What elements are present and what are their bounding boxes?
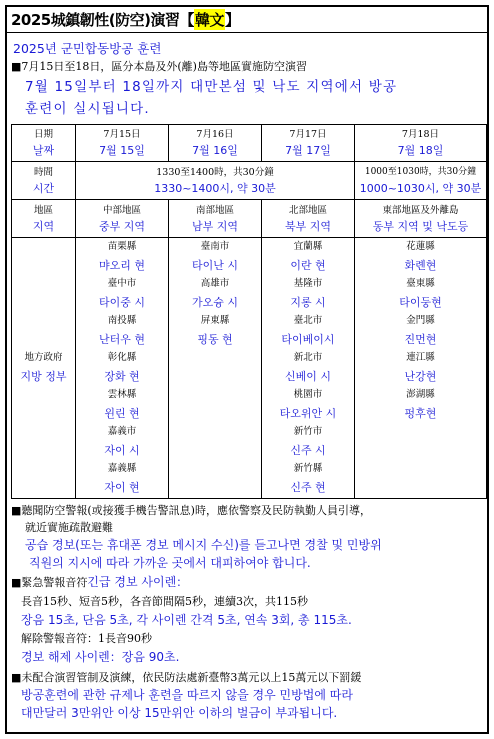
local-government-row xyxy=(12,238,487,499)
region-row xyxy=(12,200,487,238)
county-ko: 신베이 시 xyxy=(284,370,331,383)
gov-label-cell xyxy=(12,238,76,499)
time-label-zh: 時間 xyxy=(33,167,53,178)
county-zh: 臺北市 xyxy=(293,315,323,326)
county-ko: 타이베이시 xyxy=(281,333,335,346)
county-ko: 신주 현 xyxy=(290,481,326,494)
county-ko: 핑동 현 xyxy=(197,333,233,346)
county-zh: 高雄市 xyxy=(200,278,230,289)
schedule-table xyxy=(11,124,487,499)
county-ko: 타이둥현 xyxy=(399,296,442,309)
date-row xyxy=(12,125,487,162)
penalty-ko-line1: 방공훈련에 관한 규제나 훈련을 따르지 않을 경우 민방법에 따라 xyxy=(21,688,353,702)
intro-chinese: ■7月15日至18日，區分本島及外(離)島等地區實施防空演習 xyxy=(11,60,307,73)
region-label-ko: 지역 xyxy=(32,220,55,233)
region-zh: 北部地區 xyxy=(288,205,327,216)
date-zh: 7月15日 xyxy=(103,129,141,140)
county-ko: 타이난 시 xyxy=(191,259,238,272)
date-cell xyxy=(262,125,355,162)
region-cell xyxy=(76,200,169,238)
region-cell xyxy=(355,200,487,238)
date-ko: 7월 15일 xyxy=(99,144,145,157)
siren-title-zh: ■緊急警報音符 xyxy=(11,576,88,589)
intro-korean-line2: 훈련이 실시됩니다. xyxy=(25,101,150,117)
gov-column-south xyxy=(169,238,262,499)
county-ko: 먀오리 현 xyxy=(98,259,145,272)
time-row xyxy=(12,162,487,200)
date-cell xyxy=(169,125,262,162)
county-zh: 臺東縣 xyxy=(406,278,435,289)
gov-column-east-islands xyxy=(355,238,487,499)
date-zh: 7月17日 xyxy=(289,129,327,140)
county-zh: 桃園市 xyxy=(293,389,323,400)
date-label-zh: 日期 xyxy=(33,129,53,140)
county-zh: 嘉義縣 xyxy=(107,463,137,474)
region-ko: 중부 지역 xyxy=(98,220,145,233)
release-ko: 경보 해제 사이렌：장음 90초. xyxy=(21,650,180,664)
alarm-zh-line1: ■聽聞防空警報(或接獲手機告警訊息)時，應依警察及民防執勤人員引導， xyxy=(11,504,371,517)
date-cell xyxy=(76,125,169,162)
county-ko: 윈린 현 xyxy=(104,407,140,420)
penalty-ko-line2: 대만달러 3만위안 이상 15만위안 이하의 벌금이 부과됩니다. xyxy=(21,706,338,720)
time-last-zh: 1000至1030時，共30分鐘 xyxy=(364,167,477,177)
release-zh: 解除警報音符：1長音90秒 xyxy=(21,632,152,645)
alarm-ko-line1: 공습 경보(또는 휴대폰 경보 메시지 수신)를 듣고나면 경찰 및 민방위 xyxy=(25,538,382,552)
subtitle-korean: 2025년 군민합동방공 훈련 xyxy=(13,41,162,56)
gov-label-ko: 지방 정부 xyxy=(20,369,67,383)
time-label-ko: 시간 xyxy=(32,182,55,195)
gov-label-zh: 地方政府 xyxy=(24,351,63,363)
intro-korean-line1: 7월 15일부터 18일까지 대만본섬 및 낙도 지역에서 방공 xyxy=(25,79,398,95)
alarm-ko-line2: 직원의 지시에 따라 가까운 곳에서 대피하여야 합니다. xyxy=(29,556,311,570)
gov-column-north xyxy=(262,238,355,499)
county-ko: 진먼현 xyxy=(404,333,437,346)
county-ko: 타이중 시 xyxy=(98,296,145,309)
region-label-zh: 地區 xyxy=(33,205,53,216)
time-main-cell xyxy=(76,162,355,200)
county-zh: 臺中市 xyxy=(107,278,137,289)
county-ko: 신주 시 xyxy=(290,444,326,457)
title-suffix: 】 xyxy=(224,11,240,29)
time-last-ko: 1000~1030시, 약 30분 xyxy=(359,182,482,195)
siren-zh-detail: 長音15秒、短音5秒，各音節間隔5秒，連續3次，共115秒 xyxy=(21,595,308,608)
date-zh: 7月18日 xyxy=(401,129,440,140)
region-ko: 남부 지역 xyxy=(191,220,238,233)
siren-title-ko: 긴급 경보 사이렌： xyxy=(87,575,189,589)
county-zh: 基隆市 xyxy=(293,278,323,289)
title-prefix: 2025城鎮韌性(防空)演習【 xyxy=(11,11,194,29)
county-ko: 자이 현 xyxy=(104,481,140,494)
county-zh: 新北市 xyxy=(293,352,323,363)
date-zh: 7月16日 xyxy=(196,129,234,140)
date-ko: 7월 18일 xyxy=(397,144,444,157)
time-last-cell xyxy=(355,162,487,200)
county-ko: 지롱 시 xyxy=(290,296,326,309)
county-zh: 新竹市 xyxy=(293,426,323,437)
penalty-section xyxy=(7,666,487,722)
county-zh: 臺南市 xyxy=(200,241,230,252)
county-zh: 苗栗縣 xyxy=(107,241,137,252)
gov-column-central xyxy=(76,238,169,499)
time-label-cell xyxy=(12,162,76,200)
siren-title xyxy=(7,574,487,591)
date-cell xyxy=(355,125,487,162)
region-cell xyxy=(262,200,355,238)
county-ko: 타오위안 시 xyxy=(279,407,337,420)
title-language-highlight: 韓文 xyxy=(194,11,224,29)
date-label-ko: 날짜 xyxy=(32,144,55,157)
county-zh: 花蓮縣 xyxy=(406,241,435,252)
region-ko: 동부 지역 및 낙도등 xyxy=(372,220,469,233)
county-ko: 자이 시 xyxy=(104,444,140,457)
date-label-cell xyxy=(12,125,76,162)
alarm-section xyxy=(7,499,487,572)
county-zh: 南投縣 xyxy=(107,315,137,326)
county-ko: 난강현 xyxy=(404,370,437,383)
date-ko: 7월 17일 xyxy=(285,144,331,157)
county-zh: 雲林縣 xyxy=(107,389,137,400)
county-zh: 屏東縣 xyxy=(200,315,230,326)
notice-frame xyxy=(5,5,489,734)
county-ko: 펑후현 xyxy=(404,407,437,420)
time-main-ko: 1330~1400시, 약 30분 xyxy=(154,182,276,195)
county-zh: 宜蘭縣 xyxy=(293,241,323,252)
time-main-zh: 1330至1400時，共30分鐘 xyxy=(156,167,274,178)
county-ko: 이란 현 xyxy=(290,259,326,272)
county-ko: 가오슝 시 xyxy=(191,296,238,309)
county-zh: 嘉義市 xyxy=(107,426,137,437)
region-label-cell xyxy=(12,200,76,238)
region-zh: 中部地區 xyxy=(102,205,141,216)
county-ko: 화롄현 xyxy=(404,259,437,272)
county-zh: 彰化縣 xyxy=(107,352,137,363)
county-ko: 난터우 현 xyxy=(98,333,145,346)
county-ko: 장화 현 xyxy=(104,370,140,383)
county-zh: 連江縣 xyxy=(406,352,435,363)
siren-ko-detail: 장음 15초, 단음 5초, 각 사이렌 간격 5초, 연속 3회, 총 115초. xyxy=(21,613,352,627)
alarm-zh-line2: 就近實施疏散避難 xyxy=(25,521,113,534)
county-zh: 新竹縣 xyxy=(293,463,323,474)
region-zh: 東部地區及外離島 xyxy=(382,205,459,216)
region-ko: 북부 지역 xyxy=(284,220,331,233)
siren-section xyxy=(7,572,487,666)
penalty-zh: ■未配合演習管制及演練，依民防法處新臺幣3萬元以上15萬元以下罰鍰 xyxy=(11,671,362,684)
region-zh: 南部地區 xyxy=(195,205,234,216)
page-title xyxy=(7,7,487,33)
county-zh: 澎湖縣 xyxy=(406,389,435,400)
date-ko: 7월 16일 xyxy=(192,144,238,157)
region-cell xyxy=(169,200,262,238)
county-zh: 金門縣 xyxy=(406,315,435,326)
